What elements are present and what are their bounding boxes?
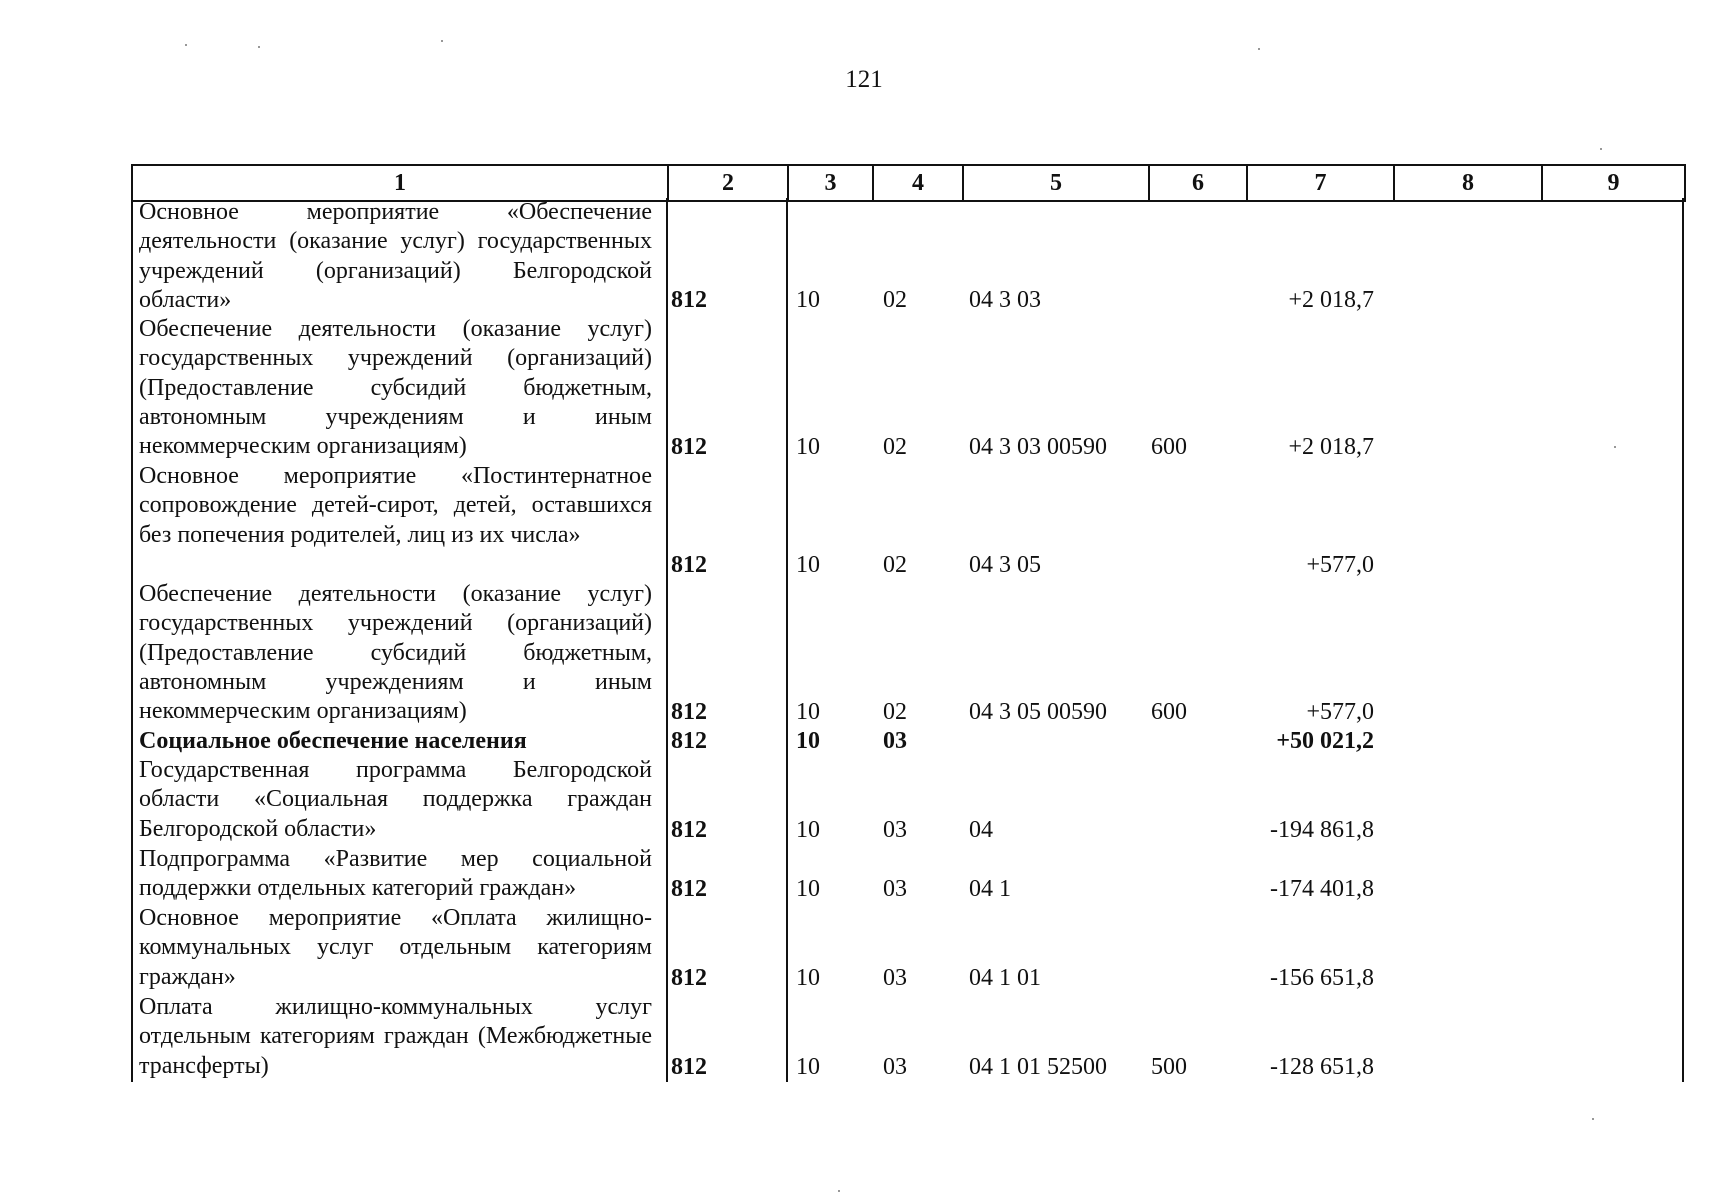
row-name: Обеспечение деятельности (оказание услуг) государственных учреждений (организаций) (Предоставление субсидий бюджетным, автономным учреждениям и иным некоммерческим организациям) (139, 316, 652, 460)
page-number: 121 (845, 66, 883, 93)
scan-speck (1614, 446, 1616, 448)
table-row (131, 993, 1684, 1082)
row-cell-c2: 812 (671, 727, 707, 754)
table-row (131, 904, 1684, 993)
row-cell-c7: -174 401,8 (1270, 875, 1374, 902)
row-cell-c4: 02 (883, 433, 907, 460)
scan-speck (1592, 1118, 1594, 1120)
column-header-3: 3 (788, 165, 873, 201)
row-cell-c2: 812 (671, 286, 707, 313)
row-cell-c2: 812 (671, 433, 707, 460)
scan-speck (1600, 148, 1602, 150)
row-cell-c5: 04 1 01 52500 (969, 1053, 1107, 1080)
row-cell-c2: 812 (671, 698, 707, 725)
row-cell-c4: 02 (883, 551, 907, 578)
row-name: Основное мероприятие «Оплата жилищно-коммунальных услуг отдельным категориям граждан» (139, 905, 652, 990)
row-cell-c7: -156 651,8 (1270, 964, 1374, 991)
row-cell-c5: 04 1 01 (969, 964, 1041, 991)
scan-speck (441, 40, 443, 42)
table-row (131, 727, 1684, 756)
row-cell-c4: 03 (883, 1053, 907, 1080)
row-cell-c3: 10 (796, 816, 820, 843)
row-cell-c2: 812 (671, 964, 707, 991)
column-header-9: 9 (1542, 165, 1685, 201)
row-cell-c5: 04 3 03 (969, 286, 1041, 313)
table-row (131, 315, 1684, 462)
row-cell-c3: 10 (796, 727, 820, 754)
row-cell-c2: 812 (671, 816, 707, 843)
column-header-5: 5 (963, 165, 1149, 201)
row-cell-c7: +50 021,2 (1276, 727, 1374, 754)
row-name: Подпрограмма «Развитие мер социальной поддержки отдельных категорий граждан» (139, 846, 652, 902)
row-cell-c7: +577,0 (1306, 698, 1374, 725)
row-name: Основное мероприятие «Постинтернатное сопровождение детей-сирот, детей, оставшихся без попечения родителей, лиц из их числа» (139, 463, 652, 548)
row-cell-c3: 10 (796, 286, 820, 313)
row-name: Социальное обеспечение населения (139, 728, 527, 754)
row-cell-c5: 04 3 05 00590 (969, 698, 1107, 725)
row-cell-c3: 10 (796, 433, 820, 460)
row-cell-c6: 600 (1151, 433, 1187, 460)
row-name: Обеспечение деятельности (оказание услуг) государственных учреждений (организаций) (Предоставление субсидий бюджетным, автономным учреждениям и иным некоммерческим организациям) (139, 581, 652, 725)
row-cell-c4: 03 (883, 727, 907, 754)
table-header-row (132, 165, 1685, 201)
table-row (131, 845, 1684, 904)
row-name: Оплата жилищно-коммунальных услуг отдельным категориям граждан (Межбюджетные трансферты) (139, 994, 652, 1079)
row-cell-c5: 04 3 03 00590 (969, 433, 1107, 460)
row-cell-c3: 10 (796, 875, 820, 902)
table-row (131, 198, 1684, 315)
row-cell-c3: 10 (796, 551, 820, 578)
scan-speck (838, 1190, 840, 1192)
budget-table (131, 164, 1686, 202)
scan-speck (185, 44, 187, 46)
row-cell-c3: 10 (796, 964, 820, 991)
row-cell-c7: +2 018,7 (1288, 286, 1374, 313)
row-cell-c6: 600 (1151, 698, 1187, 725)
row-cell-c4: 02 (883, 286, 907, 313)
row-cell-c7: -128 651,8 (1270, 1053, 1374, 1080)
row-cell-c3: 10 (796, 698, 820, 725)
row-cell-c2: 812 (671, 551, 707, 578)
row-cell-c4: 03 (883, 964, 907, 991)
column-header-6: 6 (1149, 165, 1247, 201)
row-cell-c7: +2 018,7 (1288, 433, 1374, 460)
row-cell-c4: 02 (883, 698, 907, 725)
row-cell-c3: 10 (796, 1053, 820, 1080)
table-body (131, 198, 1684, 1082)
row-cell-c5: 04 (969, 816, 993, 843)
row-cell-c4: 03 (883, 875, 907, 902)
budget-table-sheet (131, 164, 1684, 1082)
column-header-7: 7 (1247, 165, 1394, 201)
column-header-2: 2 (668, 165, 788, 201)
column-header-4: 4 (873, 165, 963, 201)
table-row (131, 756, 1684, 845)
scan-speck (258, 46, 260, 48)
row-name: Государственная программа Белгородской области «Социальная поддержка граждан Белгородской области» (139, 757, 652, 842)
column-header-1: 1 (132, 165, 668, 201)
table-row (131, 580, 1684, 727)
row-cell-c5: 04 3 05 (969, 551, 1041, 578)
row-cell-c6: 500 (1151, 1053, 1187, 1080)
row-cell-c4: 03 (883, 816, 907, 843)
column-header-8: 8 (1394, 165, 1542, 201)
row-cell-c2: 812 (671, 875, 707, 902)
row-cell-c7: -194 861,8 (1270, 816, 1374, 843)
row-cell-c7: +577,0 (1306, 551, 1374, 578)
row-name: Основное мероприятие «Обеспечение деятельности (оказание услуг) государственных учреждений (организаций) Белгородской области» (139, 199, 652, 313)
row-cell-c5: 04 1 (969, 875, 1011, 902)
row-cell-c2: 812 (671, 1053, 707, 1080)
scan-speck (1258, 48, 1260, 50)
table-row (131, 462, 1684, 580)
